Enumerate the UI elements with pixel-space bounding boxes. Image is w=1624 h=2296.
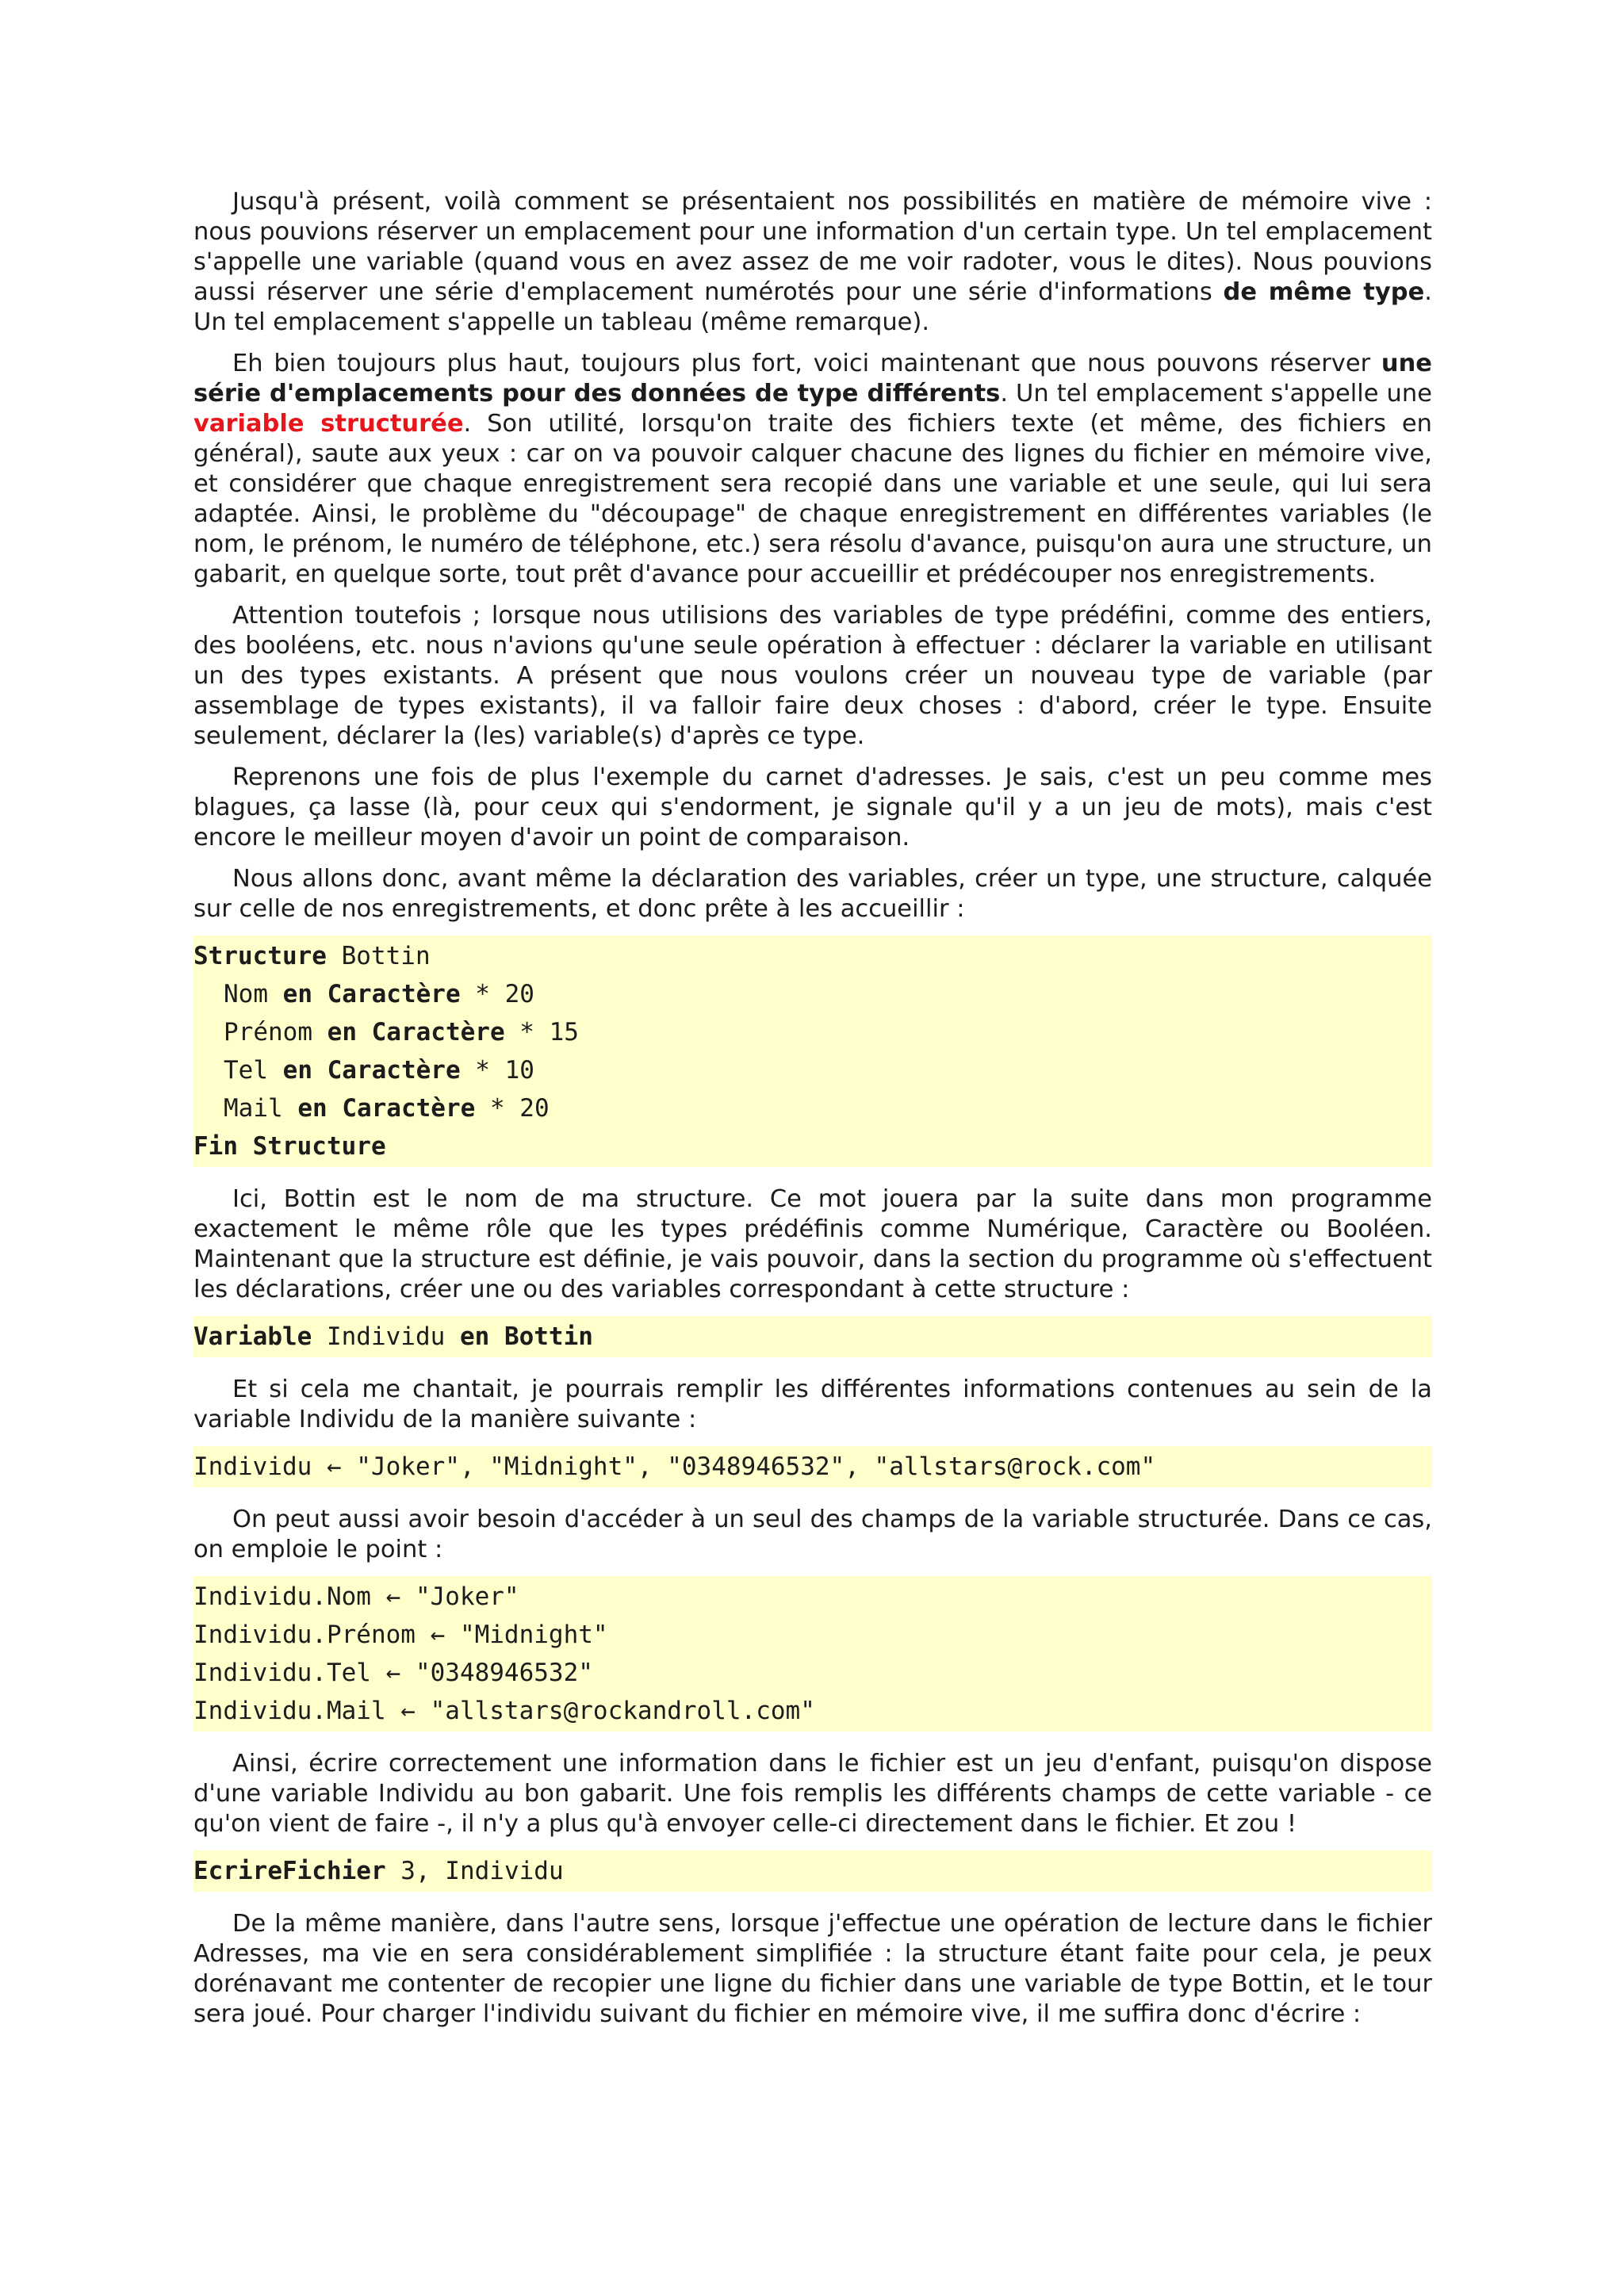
paragraph-create-type: Nous allons donc, avant même la déclaration des variables, créer un type, une structure, calquée sur celle de nos enregistrements, et donc prête à les accueillir : (193, 865, 1432, 923)
code-block-fields: Individu.Nom ← "Joker" Individu.Prénom ← "Midnight" Individu.Tel ← "0348946532" Individu.Mail ← "allstars@rockandroll.com" (193, 1576, 1432, 1732)
paragraph-intro: Jusqu'à présent, voilà comment se présentaient nos possibilités en matière de mémoire vive : nous pouvions réserver un emplacement pour une information d'un certain type. Un tel emplacement s'appelle une variable (quand vous en avez assez de me voir radoter, vous le dites). Nous pouvions aussi réserver une série d'emplacement numérotés pour une série d'informations de même type. Un tel emplacement s'appelle un tableau (même remarque). (193, 188, 1432, 336)
code-block-assign: Individu ← "Joker", "Midnight", "0348946532", "allstars@rock.com" (193, 1446, 1432, 1487)
paragraph-write: Ainsi, écrire correctement une information dans le fichier est un jeu d'enfant, puisqu'on dispose d'une variable Individu au bon gabarit. Une fois remplis les différents champs de cette variable - ce qu'on vient de faire -, il n'y a plus qu'à envoyer celle-ci directement dans le fichier. Et zou ! (193, 1750, 1432, 1838)
paragraph-fill: Et si cela me chantait, je pourrais remplir les différentes informations contenues au sein de la variable Individu de la manière suivante : (193, 1376, 1432, 1433)
code-line-field: Prénom en Caractère * 15 (224, 1018, 579, 1047)
paragraph-example: Reprenons une fois de plus l'exemple du carnet d'adresses. Je sais, c'est un peu comme mes blagues, ça lasse (là, pour ceux qui s'endorment, je signale qu'il y a un jeu de mots), mais c'est encore le meilleur moyen d'avoir un point de comparaison. (193, 763, 1432, 851)
code-line-field: Mail en Caractère * 20 (224, 1094, 550, 1123)
code-block-write: EcrireFichier 3, Individu (193, 1850, 1432, 1892)
highlight-term: variable structurée (193, 410, 464, 438)
code-block-structure: Structure Bottin Nom en Caractère * 20 Prénom en Caractère * 15 Tel en Caractère * 10 Mail en Caractère * 20 Fin Structure (193, 936, 1432, 1167)
code-line-field: Nom en Caractère * 20 (224, 980, 534, 1008)
paragraph-bottin-name: Ici, Bottin est le nom de ma structure. Ce mot jouera par la suite dans mon programme exactement le même rôle que les types prédéfinis comme Numérique, Caractère ou Booléen. Maintenant que la structure est définie, je vais pouvoir, dans la section du programme où s'effectuent les déclarations, créer une ou des variables correspondant à cette structure : (193, 1185, 1432, 1303)
document-page (193, 187, 1432, 2041)
paragraph-dot: On peut aussi avoir besoin d'accéder à un seul des champs de la variable structurée. Dans ce cas, on emploie le point : (193, 1506, 1432, 1563)
code-line-field: Tel en Caractère * 10 (224, 1056, 534, 1085)
code-block-variable: Variable Individu en Bottin (193, 1316, 1432, 1357)
paragraph-read: De la même manière, dans l'autre sens, lorsque j'effectue une opération de lecture dans le fichier Adresses, ma vie en sera considérablement simplifiée : la structure étant faite pour cela, je peux dorénavant me contenter de recopier une ligne du fichier dans une variable de type Bottin, et le tour sera joué. Pour charger l'individu suivant du fichier en mémoire vive, il me suffira donc d'écrire : (193, 1910, 1432, 2028)
paragraph-structured-variable: Eh bien toujours plus haut, toujours plus fort, voici maintenant que nous pouvons réserver une série d'emplacements pour des données de type différents. Un tel emplacement s'appelle une variable structurée. Son utilité, lorsqu'on traite des fichiers texte (et même, des fichiers en général), saute aux yeux : car on va pouvoir calquer chacune des lignes du fichier en mémoire vive, et considérer que chaque enregistrement sera recopié dans une variable et une seule, qui lui sera adaptée. Ainsi, le problème du "découpage" de chaque enregistrement en différentes variables (le nom, le prénom, le numéro de téléphone, etc.) sera résolu d'avance, puisqu'on aura une structure, un gabarit, en quelque sorte, tout prêt d'avance pour accueillir et prédécouper nos enregistrements. (193, 350, 1432, 588)
paragraph-attention: Attention toutefois ; lorsque nous utilisions des variables de type prédéfini, comme des entiers, des booléens, etc. nous n'avions qu'une seule opération à effectuer : déclarer la variable en utilisant un des types existants. A présent que nous voulons créer un nouveau type de variable (par assemblage de types existants), il va falloir faire deux choses : d'abord, créer le type. Ensuite seulement, déclarer la (les) variable(s) d'après ce type. (193, 602, 1432, 750)
